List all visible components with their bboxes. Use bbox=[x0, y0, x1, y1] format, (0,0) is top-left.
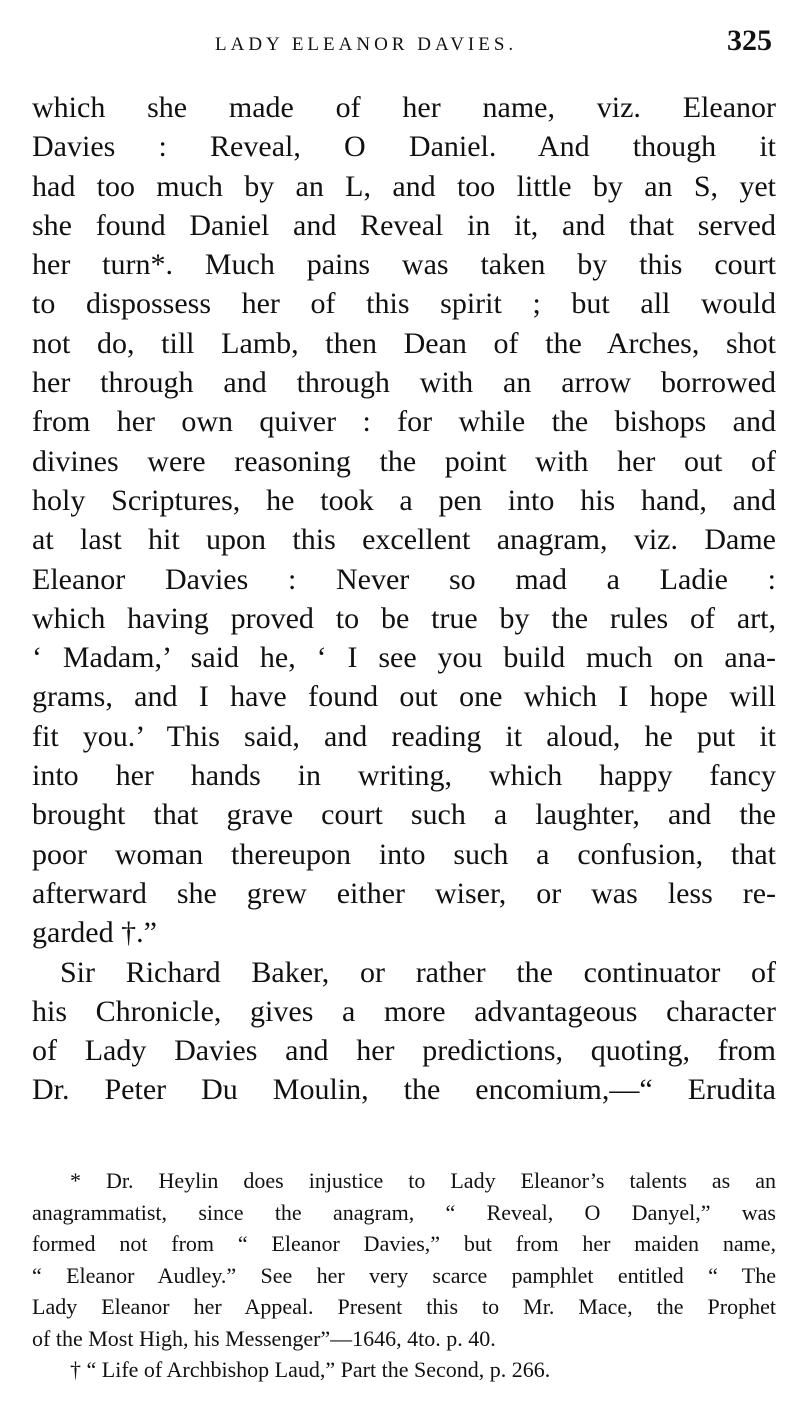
footnote-star-line: formed not from “ Eleanor Davies,” but from her maiden name, bbox=[32, 1231, 776, 1256]
body-line: had too much by an L, and too little by an S, yet bbox=[32, 169, 776, 203]
footnote-star-line: Lady Eleanor her Appeal. Present this to Mr. Mace, the Prophet bbox=[32, 1294, 776, 1319]
body-line: of Lady Davies and her predictions, quoting, from bbox=[32, 1034, 776, 1068]
body-line: grams, and I have found out one which I hope will bbox=[32, 680, 776, 714]
body-line: garded †.” bbox=[32, 916, 157, 950]
footnote-star-line: * Dr. Heylin does injustice to Lady Eleanor’s talents as an bbox=[70, 1168, 776, 1193]
body-line: which she made of her name, viz. Eleanor bbox=[32, 91, 776, 124]
footnotes bbox=[32, 1165, 776, 1386]
running-title: LADY ELEANOR DAVIES. bbox=[215, 34, 518, 55]
body-line: ‘ Madam,’ said he, ‘ I see you build much on ana- bbox=[32, 641, 776, 675]
body-line: her turn*. Much pains was taken by this court bbox=[32, 248, 776, 282]
body-line: brought that grave court such a laughter, and the bbox=[32, 798, 776, 832]
body-line: Eleanor Davies : Never so mad a Ladie : bbox=[32, 562, 776, 596]
body-line: her through and through with an arrow borrowed bbox=[32, 366, 776, 400]
body-line: afterward she grew either wiser, or was less re- bbox=[32, 876, 776, 910]
body-line: not do, till Lamb, then Dean of the Arches, shot bbox=[32, 326, 776, 360]
footnote-star-line: anagrammatist, since the anagram, “ Reveal, O Danyel,” was bbox=[32, 1199, 776, 1225]
running-head bbox=[0, 22, 800, 62]
body-line: Dr. Peter Du Moulin, the encomium,—“ Erudita bbox=[32, 1073, 776, 1107]
body-line: Davies : Reveal, O Daniel. And though it bbox=[32, 130, 776, 164]
body-line: his Chronicle, gives a more advantageous character bbox=[32, 994, 776, 1028]
footnote-star-line: of the Most High, his Messenger”—1646, 4to. p. 40. bbox=[32, 1325, 496, 1351]
body-line: poor woman thereupon into such a confusion, that bbox=[32, 837, 776, 871]
body-line: to dispossess her of this spirit ; but all would bbox=[32, 287, 776, 321]
body-line: fit you.’ This said, and reading it aloud, he put it bbox=[32, 719, 776, 753]
body-line: divines were reasoning the point with her out of bbox=[32, 444, 776, 478]
body-line: Sir Richard Baker, or rather the continuator of bbox=[60, 955, 776, 989]
footnote-star-line: “ Eleanor Audley.” See her very scarce pamphlet entitled “ The bbox=[32, 1262, 776, 1288]
body-line: at last hit upon this excellent anagram, viz. Dame bbox=[32, 523, 776, 557]
body-line: from her own quiver : for while the bishops and bbox=[32, 405, 776, 439]
body-line: she found Daniel and Reveal in it, and that served bbox=[32, 208, 776, 242]
body-text bbox=[32, 88, 776, 1110]
body-line: holy Scriptures, he took a pen into his hand, and bbox=[32, 483, 776, 517]
body-line: which having proved to be true by the rules of art, bbox=[32, 601, 776, 635]
page-number: 325 bbox=[727, 24, 772, 57]
body-line: into her hands in writing, which happy fancy bbox=[32, 759, 776, 793]
footnote-dagger-line: † “ Life of Archbishop Laud,” Part the Second, p. 266. bbox=[70, 1357, 551, 1382]
